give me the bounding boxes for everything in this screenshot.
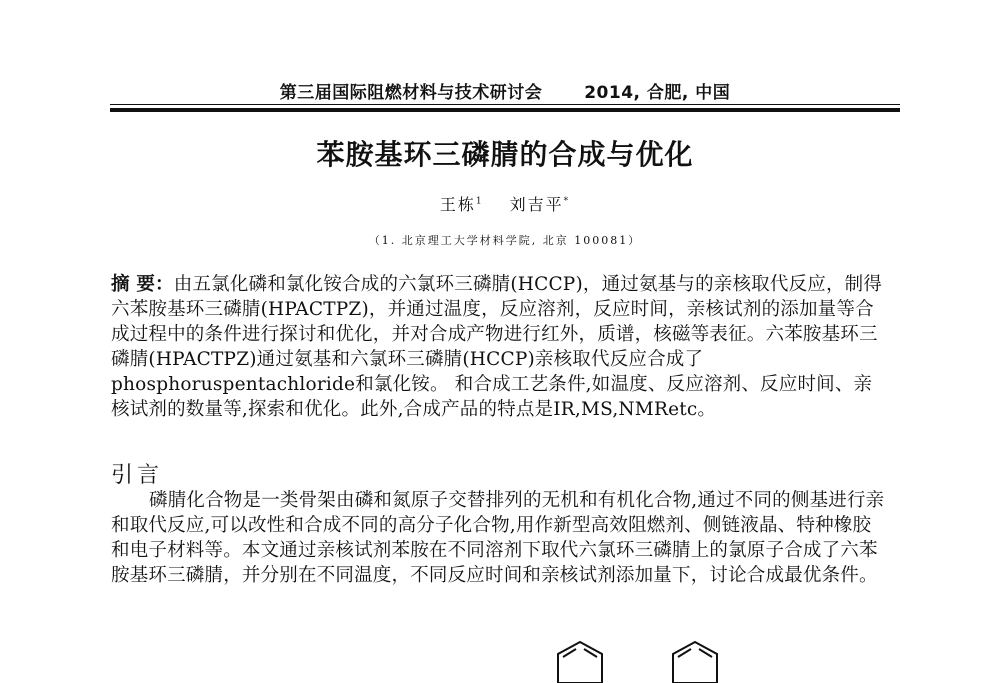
benzene-ring-icon — [558, 642, 602, 683]
conference-date-place: 2014, 合肥, 中国 — [584, 83, 731, 103]
benzene-ring-icon — [673, 642, 717, 683]
abstract-text: 由五氯化磷和氯化铵合成的六氯环三磷腈(HCCP)，通过氨基与的亲核取代反应，制得六苯胺基环三磷腈(HPACTPZ)，并通过温度，反应溶剂，反应时间，亲核试剂的添加量等合成过程中的条件进行探讨和优化，并对合成产物进行红外，质谱，核磁等表征。六苯胺基环三磷腈(HPACTPZ)通过氨基和六氯环三磷腈(HCCP)亲核取代反应合成了phosphoruspentachloride和氯化铵。 和合成工艺条件,如温度、反应溶剂、反应时间、亲核试剂的数量等,探索和优化。此外,合成产品的特点是IR,MS,NMRetc。 — [111, 274, 883, 420]
paper-title: 苯胺基环三磷腈的合成与优化 — [316, 138, 694, 171]
author-1-affil-mark: 1 — [475, 196, 484, 207]
section-heading-introduction: 引言 — [111, 463, 164, 488]
author-1: 王栋 — [439, 195, 476, 214]
affiliation: （1. 北京理工大学材料学院, 北京 100081） — [368, 234, 642, 247]
abstract-label: 摘 要： — [111, 274, 174, 295]
header-rule-thin — [110, 104, 900, 105]
introduction-paragraph: 磷腈化合物是一类骨架由磷和氮原子交替排列的无机和有机化合物,通过不同的侧基进行亲和取代反应,可以改性和合成不同的高分子化合物,用作新型高效阻燃剂、侧链液晶、特种橡胶和电子材料等。本文通过亲核试剂苯胺在不同溶剂下取代六氯环三磷腈上的氯原子合成了六苯胺基环三磷腈，并分别在不同温度，不同反应时间和亲核试剂添加量下，讨论合成最优条件。 — [111, 490, 885, 586]
abstract — [111, 272, 889, 422]
conference-name: 第三届国际阻燃材料与技术研讨会 — [279, 83, 543, 103]
author-2: 刘吉平 — [509, 195, 564, 214]
header-rule-thick — [110, 108, 900, 112]
author-list — [110, 192, 900, 215]
author-2-corresponding-mark: * — [563, 196, 571, 207]
chemical-structure-figure — [540, 640, 740, 683]
running-header — [110, 78, 900, 104]
